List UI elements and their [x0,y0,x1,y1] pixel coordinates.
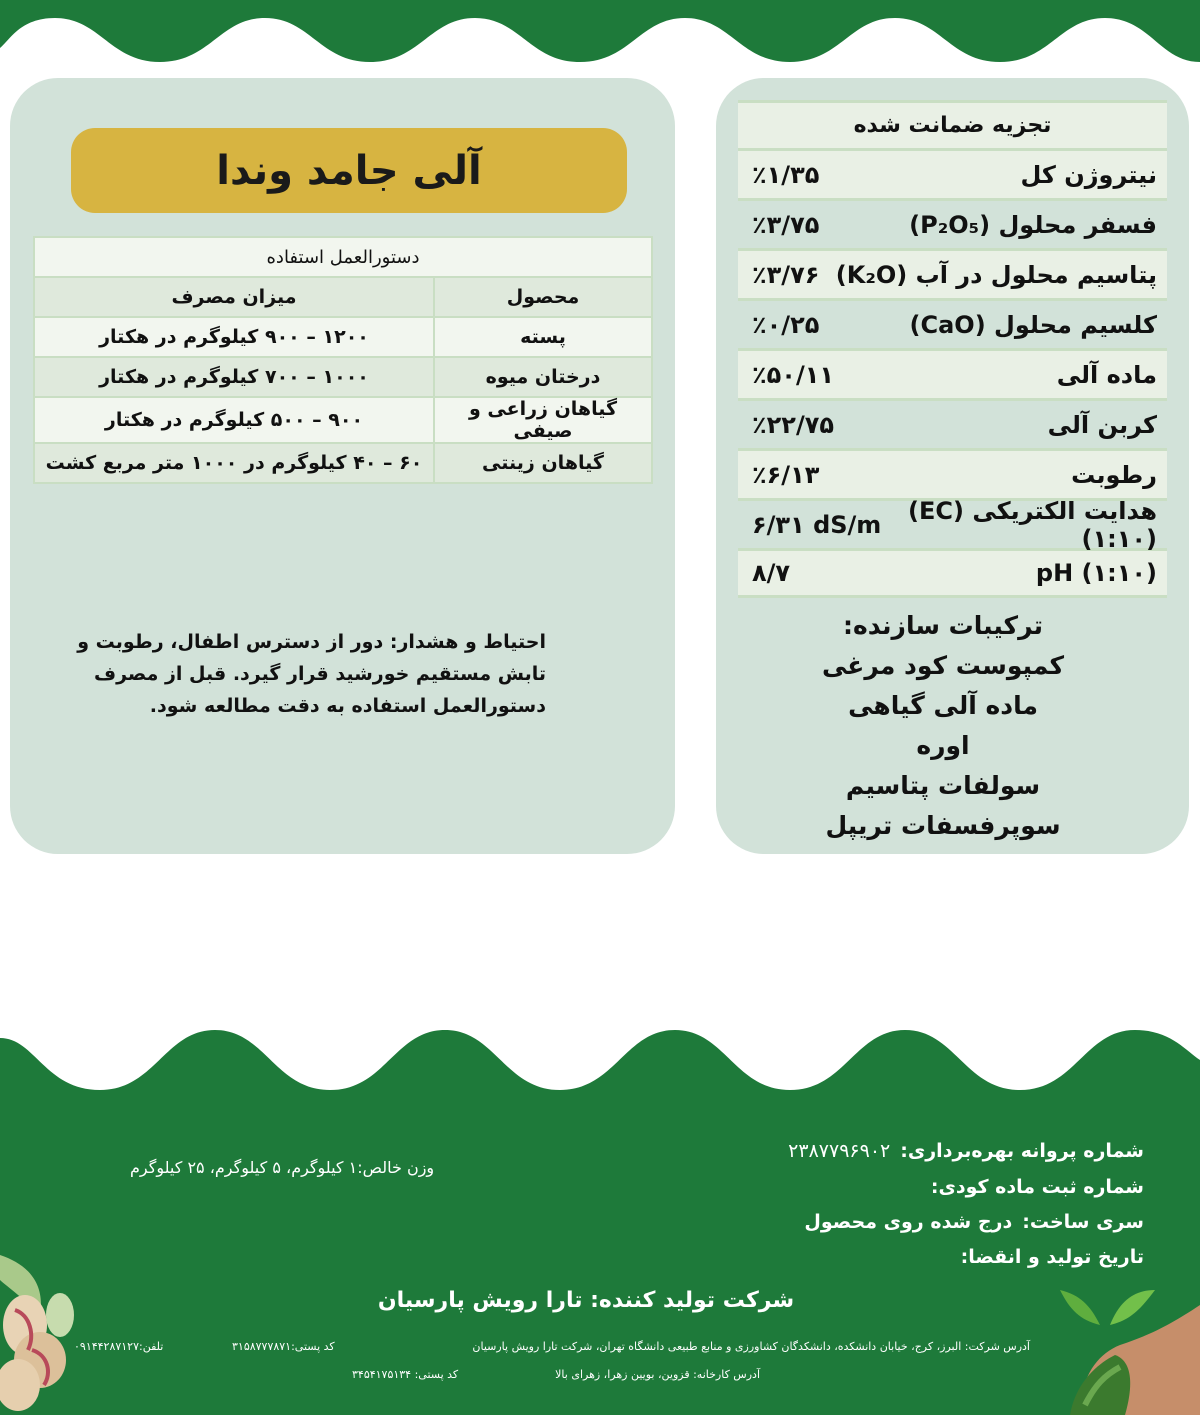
factory-postal-code: کد پستی: ۳۴۵۴۱۷۵۱۳۴ [352,1368,459,1381]
analysis-value: ۸/۷ [752,559,791,587]
column-header-product: محصول [434,277,652,317]
analysis-value: ٪۳/۷۶ [752,260,820,289]
table-row [34,443,652,483]
analysis-name: نیتروژن کل [1020,160,1157,189]
batch-number [804,1211,1144,1233]
ingredients-title: ترکیبات سازنده: [842,611,1044,640]
analysis-row [738,298,1167,348]
pistachio-image [0,1255,80,1415]
analysis-row [738,198,1167,248]
table-row [34,357,652,397]
dates-label: تاریخ تولید و انقضا: [960,1246,1144,1268]
license-value: ۲۳۸۷۷۹۶۹۰۲ [788,1140,891,1162]
analysis-row [738,548,1167,598]
usage-amount-cell: ۱۰۰۰ – ۷۰۰ کیلوگرم در هکتار [34,357,434,397]
guaranteed-analysis-table [738,100,1167,598]
ingredient-item: کمپوست کود مرغی [821,651,1065,680]
usage-title: دستورالعمل استفاده [34,237,652,277]
usage-amount-cell: ۶۰ – ۴۰ کیلوگرم در ۱۰۰۰ متر مربع کشت [34,443,434,483]
analysis-name: رطوبت [1071,460,1157,489]
batch-value: درج شده روی محصول [804,1211,1013,1233]
product-name-banner: آلی جامد وندا [71,128,627,213]
analysis-value: ٪۱/۳۵ [752,160,820,189]
registration-label: شماره ثبت ماده کودی: [930,1176,1144,1198]
license-label: شماره پروانه بهره‌برداری: [900,1140,1144,1162]
analysis-row [738,448,1167,498]
analysis-name: کربن آلی [1047,410,1157,439]
analysis-row [738,398,1167,448]
ingredient-item: سولفات پتاسیم [845,771,1041,800]
analysis-name: کلسیم محلول (CaO) [909,310,1157,339]
usage-amount-cell: ۹۰۰ – ۵۰۰ کیلوگرم در هکتار [34,397,434,443]
analysis-name: هدایت الکتریکی (EC) (۱:۱۰) [908,496,1157,553]
analysis-value: ٪۵۰/۱۱ [752,360,835,389]
usage-product-cell: پسته [434,317,652,357]
analysis-name: ماده آلی [1056,360,1157,389]
table-row [34,317,652,357]
analysis-name: پتاسیم محلول در آب (K₂O) [835,260,1157,289]
license-number [788,1140,1144,1162]
phone-number: تلفن:۰۹۱۴۴۲۸۷۱۲۷ [74,1340,164,1353]
producer-name: شرکت تولید کننده: تارا رویش پارسیان [377,1288,795,1313]
analysis-row [738,496,1167,553]
analysis-row [738,248,1167,298]
production-expiry-dates [961,1246,1144,1268]
table-row [34,397,652,443]
company-postal-code: کد پستی:۳۱۵۸۷۷۷۸۷۱ [232,1340,335,1353]
analysis-name: فسفر محلول (P₂O₅) [909,210,1157,239]
ingredient-item: اوره [916,731,970,760]
factory-address: آدرس کارخانه: قزوین، بویین زهرا، زهرای بالا [555,1368,760,1381]
analysis-value: ٪۶/۱۳ [752,460,820,489]
ingredients-list [760,606,1126,846]
analysis-value: ٪۳/۷۵ [752,210,820,239]
analysis-value: ٪۰/۲۵ [752,310,820,339]
ingredient-item: ماده آلی گیاهی [848,691,1038,720]
top-wave-decoration [0,0,1200,70]
batch-label: سری ساخت: [1022,1211,1144,1233]
usage-instructions-table [33,236,653,484]
analysis-title: تجزیه ضمانت شده [738,100,1167,148]
analysis-row [738,148,1167,198]
usage-product-cell: گیاهان زینتی [434,443,652,483]
analysis-value: ٪۲۲/۷۵ [752,410,835,439]
usage-product-cell: درختان میوه [434,357,652,397]
usage-product-cell: گیاهان زراعی و صیفی [434,397,652,443]
analysis-name: pH (۱:۱۰) [1035,559,1157,587]
analysis-row [738,348,1167,398]
usage-amount-cell: ۱۲۰۰ – ۹۰۰ کیلوگرم در هکتار [34,317,434,357]
analysis-value: ۶/۳۱ dS/m [752,510,882,539]
ingredient-item: سوپرفسفات تریپل [825,811,1061,840]
warning-text: احتیاط و هشدار: دور از دسترس اطفال، رطوبت و تابش مستقیم خورشید قرار گیرد. قبل از مصرف دستورالعمل استفاده به دقت مطالعه شود. [77,631,546,717]
net-weight: وزن خالص:۱ کیلوگرم، ۵ کیلوگرم، ۲۵ کیلوگرم [130,1158,435,1177]
registration-number [931,1176,1144,1198]
company-address: آدرس شرکت: البرز، کرج، خیابان دانشکده، دانشکدگان کشاورزی و منابع طبیعی دانشگاه تهران، شرکت تارا رویش پارسیان [472,1340,1030,1353]
column-header-amount: میزان مصرف [34,277,434,317]
